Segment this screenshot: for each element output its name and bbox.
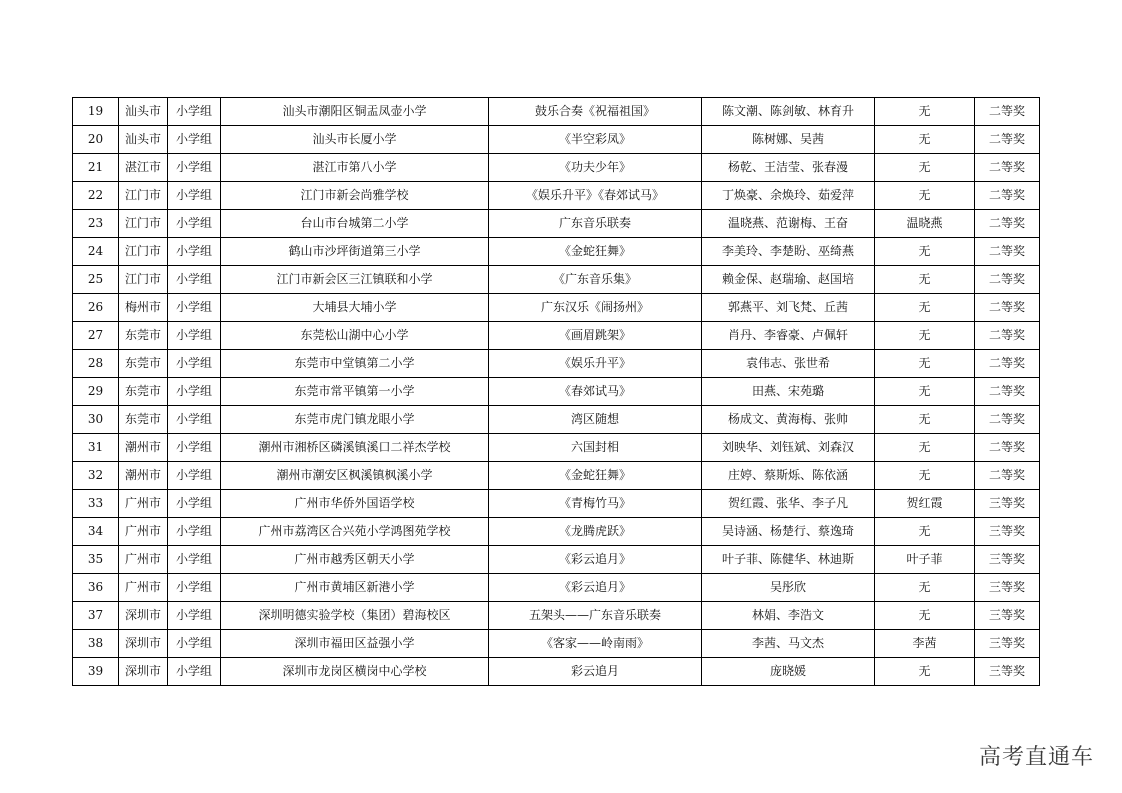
cell-performers: 杨乾、王洁莹、张春漫 xyxy=(702,154,875,182)
cell-award: 二等奖 xyxy=(975,406,1040,434)
table-row xyxy=(73,574,1040,602)
cell-performers: 肖丹、李睿豪、卢佩轩 xyxy=(702,322,875,350)
cell-city: 湛江市 xyxy=(119,154,168,182)
cell-work: 湾区随想 xyxy=(489,406,702,434)
cell-performers: 赖金保、赵瑞瑜、赵国培 xyxy=(702,266,875,294)
cell-school: 深圳市福田区益强小学 xyxy=(221,630,489,658)
cell-performers: 林娟、李浩文 xyxy=(702,602,875,630)
cell-award: 二等奖 xyxy=(975,294,1040,322)
cell-performers: 李茜、马文杰 xyxy=(702,630,875,658)
cell-number: 36 xyxy=(73,574,119,602)
cell-performers: 刘映华、刘钰斌、刘森汉 xyxy=(702,434,875,462)
cell-group: 小学组 xyxy=(168,518,221,546)
cell-award: 三等奖 xyxy=(975,658,1040,686)
cell-group: 小学组 xyxy=(168,182,221,210)
cell-group: 小学组 xyxy=(168,546,221,574)
cell-performers: 温晓燕、范谢梅、王奋 xyxy=(702,210,875,238)
cell-performers: 吴诗涵、杨楚行、蔡逸琦 xyxy=(702,518,875,546)
cell-teacher: 无 xyxy=(875,350,975,378)
cell-group: 小学组 xyxy=(168,574,221,602)
cell-school: 东莞松山湖中心小学 xyxy=(221,322,489,350)
cell-award: 二等奖 xyxy=(975,350,1040,378)
cell-teacher: 无 xyxy=(875,574,975,602)
cell-city: 汕头市 xyxy=(119,126,168,154)
cell-performers: 陈树娜、吴茜 xyxy=(702,126,875,154)
cell-city: 江门市 xyxy=(119,210,168,238)
table-row xyxy=(73,378,1040,406)
cell-work: 《青梅竹马》 xyxy=(489,490,702,518)
cell-school: 潮州市潮安区枫溪镇枫溪小学 xyxy=(221,462,489,490)
cell-teacher: 温晓燕 xyxy=(875,210,975,238)
cell-work: 《功夫少年》 xyxy=(489,154,702,182)
cell-award: 二等奖 xyxy=(975,182,1040,210)
cell-number: 33 xyxy=(73,490,119,518)
cell-number: 31 xyxy=(73,434,119,462)
cell-group: 小学组 xyxy=(168,126,221,154)
cell-teacher: 无 xyxy=(875,98,975,126)
cell-school: 江门市新会尚雅学校 xyxy=(221,182,489,210)
cell-performers: 陈文潮、陈剑敏、林育升 xyxy=(702,98,875,126)
cell-city: 深圳市 xyxy=(119,658,168,686)
cell-teacher: 无 xyxy=(875,238,975,266)
cell-performers: 贺红霞、张华、李子凡 xyxy=(702,490,875,518)
cell-school: 汕头市长厦小学 xyxy=(221,126,489,154)
cell-group: 小学组 xyxy=(168,658,221,686)
cell-city: 深圳市 xyxy=(119,602,168,630)
cell-city: 江门市 xyxy=(119,266,168,294)
cell-group: 小学组 xyxy=(168,630,221,658)
cell-number: 28 xyxy=(73,350,119,378)
cell-teacher: 无 xyxy=(875,658,975,686)
cell-teacher: 无 xyxy=(875,266,975,294)
cell-performers: 田燕、宋苑璐 xyxy=(702,378,875,406)
cell-work: 《娱乐升平》《春郊试马》 xyxy=(489,182,702,210)
cell-group: 小学组 xyxy=(168,294,221,322)
cell-group: 小学组 xyxy=(168,434,221,462)
table-row xyxy=(73,98,1040,126)
cell-performers: 袁伟志、张世希 xyxy=(702,350,875,378)
cell-teacher: 无 xyxy=(875,518,975,546)
cell-school: 深圳市龙岗区横岗中心学校 xyxy=(221,658,489,686)
cell-work: 《彩云追月》 xyxy=(489,546,702,574)
table-row xyxy=(73,238,1040,266)
cell-award: 三等奖 xyxy=(975,602,1040,630)
cell-award: 二等奖 xyxy=(975,154,1040,182)
cell-award: 三等奖 xyxy=(975,630,1040,658)
table-row xyxy=(73,322,1040,350)
cell-number: 34 xyxy=(73,518,119,546)
cell-number: 25 xyxy=(73,266,119,294)
table-row xyxy=(73,266,1040,294)
cell-city: 汕头市 xyxy=(119,98,168,126)
cell-city: 东莞市 xyxy=(119,378,168,406)
cell-award: 二等奖 xyxy=(975,238,1040,266)
cell-group: 小学组 xyxy=(168,322,221,350)
cell-performers: 丁焕豪、余焕玲、茹爱萍 xyxy=(702,182,875,210)
cell-performers: 吴彤欣 xyxy=(702,574,875,602)
cell-number: 27 xyxy=(73,322,119,350)
table-row xyxy=(73,602,1040,630)
table-row xyxy=(73,490,1040,518)
cell-number: 20 xyxy=(73,126,119,154)
cell-school: 汕头市潮阳区铜盂凤壶小学 xyxy=(221,98,489,126)
cell-teacher: 无 xyxy=(875,602,975,630)
cell-school: 广州市荔湾区合兴苑小学鸿图苑学校 xyxy=(221,518,489,546)
cell-school: 鹤山市沙坪街道第三小学 xyxy=(221,238,489,266)
table-row xyxy=(73,294,1040,322)
table-row xyxy=(73,518,1040,546)
cell-school: 广州市越秀区朝天小学 xyxy=(221,546,489,574)
cell-number: 29 xyxy=(73,378,119,406)
cell-school: 广州市华侨外国语学校 xyxy=(221,490,489,518)
table-row xyxy=(73,154,1040,182)
cell-teacher: 无 xyxy=(875,154,975,182)
cell-work: 广东音乐联奏 xyxy=(489,210,702,238)
table-row xyxy=(73,462,1040,490)
cell-performers: 庄婷、蔡斯烁、陈依涵 xyxy=(702,462,875,490)
table-row xyxy=(73,350,1040,378)
cell-teacher: 无 xyxy=(875,322,975,350)
cell-school: 台山市台城第二小学 xyxy=(221,210,489,238)
cell-work: 《画眉跳架》 xyxy=(489,322,702,350)
cell-school: 江门市新会区三江镇联和小学 xyxy=(221,266,489,294)
cell-city: 广州市 xyxy=(119,518,168,546)
cell-teacher: 无 xyxy=(875,462,975,490)
cell-work: 《娱乐升平》 xyxy=(489,350,702,378)
cell-group: 小学组 xyxy=(168,238,221,266)
cell-number: 35 xyxy=(73,546,119,574)
cell-city: 江门市 xyxy=(119,238,168,266)
cell-city: 广州市 xyxy=(119,574,168,602)
cell-work: 《金蛇狂舞》 xyxy=(489,238,702,266)
cell-number: 19 xyxy=(73,98,119,126)
cell-work: 《春郊试马》 xyxy=(489,378,702,406)
cell-group: 小学组 xyxy=(168,98,221,126)
cell-group: 小学组 xyxy=(168,154,221,182)
cell-number: 21 xyxy=(73,154,119,182)
cell-group: 小学组 xyxy=(168,350,221,378)
cell-group: 小学组 xyxy=(168,602,221,630)
cell-award: 三等奖 xyxy=(975,518,1040,546)
table-row xyxy=(73,126,1040,154)
awards-table-body xyxy=(73,98,1040,686)
cell-group: 小学组 xyxy=(168,378,221,406)
cell-award: 二等奖 xyxy=(975,266,1040,294)
cell-teacher: 无 xyxy=(875,126,975,154)
cell-school: 湛江市第八小学 xyxy=(221,154,489,182)
cell-city: 东莞市 xyxy=(119,350,168,378)
cell-number: 38 xyxy=(73,630,119,658)
cell-teacher: 无 xyxy=(875,406,975,434)
cell-teacher: 无 xyxy=(875,434,975,462)
cell-work: 鼓乐合奏《祝福祖国》 xyxy=(489,98,702,126)
cell-work: 六国封相 xyxy=(489,434,702,462)
cell-school: 潮州市湘桥区磷溪镇溪口二祥杰学校 xyxy=(221,434,489,462)
cell-work: 《客家——岭南雨》 xyxy=(489,630,702,658)
cell-city: 深圳市 xyxy=(119,630,168,658)
cell-work: 《龙腾虎跃》 xyxy=(489,518,702,546)
cell-performers: 叶子菲、陈健华、林迪斯 xyxy=(702,546,875,574)
cell-group: 小学组 xyxy=(168,490,221,518)
cell-work: 《金蛇狂舞》 xyxy=(489,462,702,490)
cell-performers: 郭燕平、刘飞梵、丘茜 xyxy=(702,294,875,322)
cell-number: 24 xyxy=(73,238,119,266)
cell-school: 东莞市常平镇第一小学 xyxy=(221,378,489,406)
cell-number: 23 xyxy=(73,210,119,238)
cell-number: 22 xyxy=(73,182,119,210)
cell-teacher: 叶子菲 xyxy=(875,546,975,574)
cell-number: 37 xyxy=(73,602,119,630)
cell-award: 三等奖 xyxy=(975,574,1040,602)
table-row xyxy=(73,406,1040,434)
cell-work: 彩云追月 xyxy=(489,658,702,686)
table-row xyxy=(73,658,1040,686)
cell-group: 小学组 xyxy=(168,462,221,490)
cell-award: 二等奖 xyxy=(975,98,1040,126)
cell-award: 二等奖 xyxy=(975,434,1040,462)
watermark-text: 高考直通车 xyxy=(978,745,1094,770)
cell-school: 大埔县大埔小学 xyxy=(221,294,489,322)
cell-performers: 庞晓媛 xyxy=(702,658,875,686)
table-row xyxy=(73,182,1040,210)
cell-work: 《半空彩凤》 xyxy=(489,126,702,154)
cell-city: 东莞市 xyxy=(119,406,168,434)
cell-school: 东莞市中堂镇第二小学 xyxy=(221,350,489,378)
cell-number: 39 xyxy=(73,658,119,686)
cell-teacher: 贺红霞 xyxy=(875,490,975,518)
cell-city: 江门市 xyxy=(119,182,168,210)
cell-work: 五架头——广东音乐联奏 xyxy=(489,602,702,630)
cell-award: 二等奖 xyxy=(975,462,1040,490)
cell-teacher: 无 xyxy=(875,182,975,210)
cell-city: 东莞市 xyxy=(119,322,168,350)
cell-city: 潮州市 xyxy=(119,462,168,490)
table-row xyxy=(73,434,1040,462)
cell-city: 广州市 xyxy=(119,546,168,574)
cell-work: 《广东音乐集》 xyxy=(489,266,702,294)
cell-performers: 杨成文、黄海梅、张帅 xyxy=(702,406,875,434)
cell-award: 二等奖 xyxy=(975,322,1040,350)
cell-city: 广州市 xyxy=(119,490,168,518)
cell-city: 梅州市 xyxy=(119,294,168,322)
cell-teacher: 李茜 xyxy=(875,630,975,658)
table-row xyxy=(73,546,1040,574)
cell-award: 二等奖 xyxy=(975,126,1040,154)
cell-teacher: 无 xyxy=(875,294,975,322)
cell-city: 潮州市 xyxy=(119,434,168,462)
cell-award: 二等奖 xyxy=(975,378,1040,406)
cell-number: 30 xyxy=(73,406,119,434)
table-row xyxy=(73,210,1040,238)
cell-school: 东莞市虎门镇龙眼小学 xyxy=(221,406,489,434)
awards-table xyxy=(72,97,1040,686)
cell-school: 广州市黄埔区新港小学 xyxy=(221,574,489,602)
cell-award: 二等奖 xyxy=(975,210,1040,238)
cell-group: 小学组 xyxy=(168,266,221,294)
cell-number: 32 xyxy=(73,462,119,490)
cell-award: 三等奖 xyxy=(975,546,1040,574)
table-row xyxy=(73,630,1040,658)
cell-group: 小学组 xyxy=(168,210,221,238)
cell-teacher: 无 xyxy=(875,378,975,406)
cell-school: 深圳明德实验学校（集团）碧海校区 xyxy=(221,602,489,630)
cell-work: 《彩云追月》 xyxy=(489,574,702,602)
cell-performers: 李美玲、李楚盼、巫绮燕 xyxy=(702,238,875,266)
cell-work: 广东汉乐《闹扬州》 xyxy=(489,294,702,322)
cell-award: 三等奖 xyxy=(975,490,1040,518)
cell-group: 小学组 xyxy=(168,406,221,434)
cell-number: 26 xyxy=(73,294,119,322)
